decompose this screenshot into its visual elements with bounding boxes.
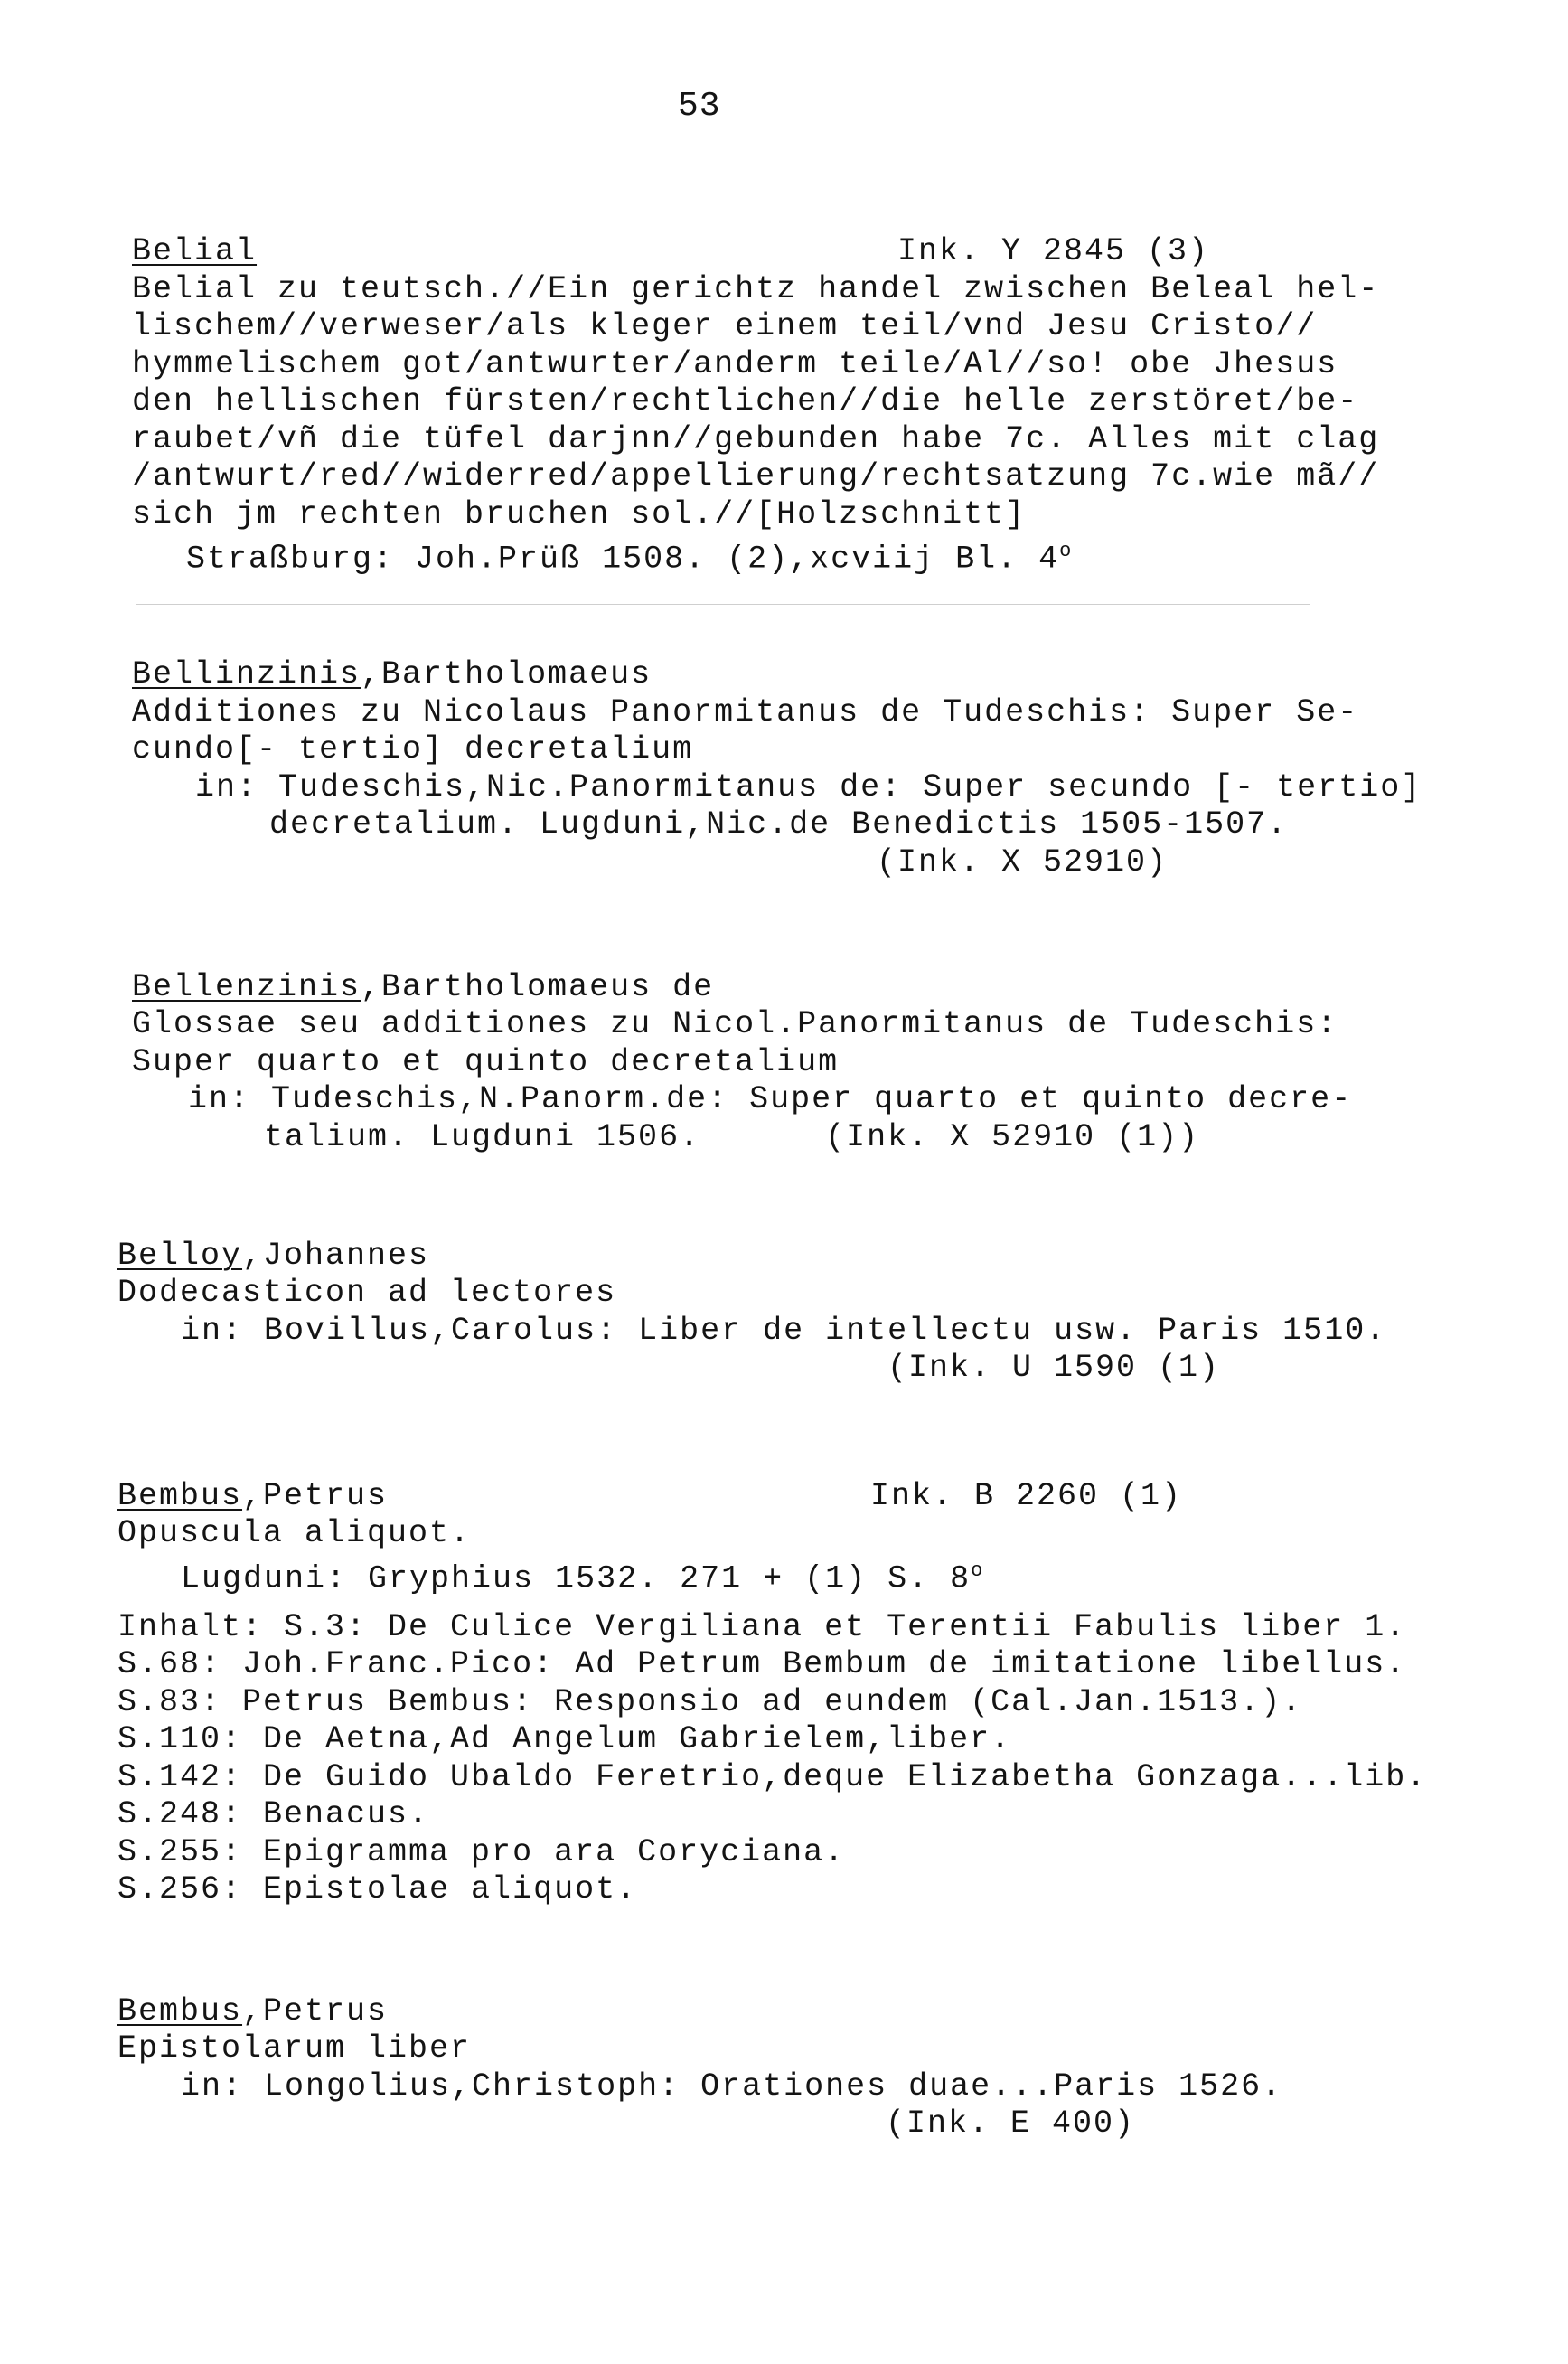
- call-number: (Ink. E 400): [886, 2105, 1136, 2142]
- title-line: lischem//verweser/als kleger einem teil/vnd Jesu Cristo//: [132, 308, 1318, 344]
- in-line: in: Longolius,Christoph: Orationes duae...Paris 1526.: [181, 2068, 1283, 2105]
- entry-heading: Bembus,Petrus: [117, 1478, 389, 1514]
- contents-line: S.110: De Aetna,Ad Angelum Gabrielem,liber.: [117, 1721, 1012, 1757]
- contents-line: S.83: Petrus Bembus: Responsio ad eundem (Cal.Jan.1513.).: [117, 1684, 1303, 1720]
- title-line: den hellischen fürsten/rechtlichen//die helle zerstöret/be-: [132, 383, 1359, 419]
- title-line: Super quarto et quinto decretalium: [132, 1044, 840, 1080]
- heading-name: Belloy: [117, 1238, 243, 1274]
- heading-name: Bellenzinis: [132, 969, 361, 1005]
- title-line: Epistolarum liber: [117, 2030, 472, 2067]
- call-number: Ink. B 2260 (1): [870, 1478, 1183, 1514]
- imprint-line: Straßburg: Joh.Prüß 1508. (2),xcviij Bl. 4$^o$: [186, 540, 1074, 578]
- title-line: Additiones zu Nicolaus Panormitanus de Tudeschis: Super Se-: [132, 694, 1359, 730]
- entry-heading: Bellinzinis,Bartholomaeus: [132, 656, 653, 692]
- in-line: talium. Lugduni 1506. (Ink. X 52910 (1)): [264, 1119, 1200, 1155]
- title-line: Belial zu teutsch.//Ein gerichtz handel zwischen Beleal hel-: [132, 271, 1380, 307]
- in-line: in: Tudeschis,Nic.Panormitanus de: Super secundo [- tertio]: [195, 769, 1422, 805]
- title-line: Opuscula aliquot.: [117, 1515, 472, 1551]
- heading-name: Bellinzinis: [132, 656, 361, 692]
- contents-line: S.256: Epistolae aliquot.: [117, 1871, 638, 1907]
- call-number: Ink. Y 2845 (3): [897, 233, 1210, 269]
- entry-heading: Bellenzinis,Bartholomaeus de: [132, 969, 715, 1005]
- page-number: 53: [678, 87, 721, 126]
- contents-line: S.68: Joh.Franc.Pico: Ad Petrum Bembum de imitatione libellus.: [117, 1646, 1407, 1682]
- heading-name: Bembus: [117, 1993, 243, 2030]
- contents-line: Inhalt: S.3: De Culice Vergiliana et Terentii Fabulis liber 1.: [117, 1609, 1407, 1645]
- title-line: raubet/vñ die tüfel darjnn//gebunden habe 7c. Alles mit clag: [132, 421, 1380, 457]
- contents-line: S.248: Benacus.: [117, 1796, 430, 1832]
- in-line: in: Tudeschis,N.Panorm.de: Super quarto et quinto decre-: [188, 1081, 1353, 1117]
- heading-name: Belial: [132, 233, 258, 269]
- entry-heading: Belloy,Johannes: [117, 1238, 430, 1274]
- imprint-line: Lugduni: Gryphius 1532. 271 + (1) S. 8$^o$: [181, 1559, 985, 1597]
- title-line: sich jm rechten bruchen sol.//[Holzschnitt]: [132, 496, 1027, 532]
- in-line: in: Bovillus,Carolus: Liber de intellectu usw. Paris 1510.: [181, 1313, 1387, 1349]
- divider: [136, 604, 1310, 605]
- entry-heading: Bembus,Petrus: [117, 1993, 389, 2030]
- title-line: cundo[- tertio] decretalium: [132, 731, 694, 768]
- entry-heading: [132, 232, 257, 270]
- call-number: (Ink. X 52910): [877, 844, 1169, 881]
- contents-line: S.255: Epigramma pro ara Coryciana.: [117, 1834, 846, 1870]
- title-line: /antwurt/red//widerred/appellierung/rechtsatzung 7c.wie mã//: [132, 458, 1380, 494]
- in-line: decretalium. Lugduni,Nic.de Benedictis 1505-1507.: [269, 806, 1289, 843]
- contents-line: S.142: De Guido Ubaldo Feretrio,deque Elizabetha Gonzaga...lib.: [117, 1759, 1428, 1795]
- title-line: Dodecasticon ad lectores: [117, 1275, 617, 1311]
- call-number: (Ink. U 1590 (1): [887, 1350, 1221, 1386]
- heading-name: Bembus: [117, 1478, 243, 1514]
- title-line: hymmelischem got/antwurter/anderm teile/Al//so! obe Jhesus: [132, 346, 1338, 382]
- title-line: Glossae seu additiones zu Nicol.Panormitanus de Tudeschis:: [132, 1006, 1338, 1042]
